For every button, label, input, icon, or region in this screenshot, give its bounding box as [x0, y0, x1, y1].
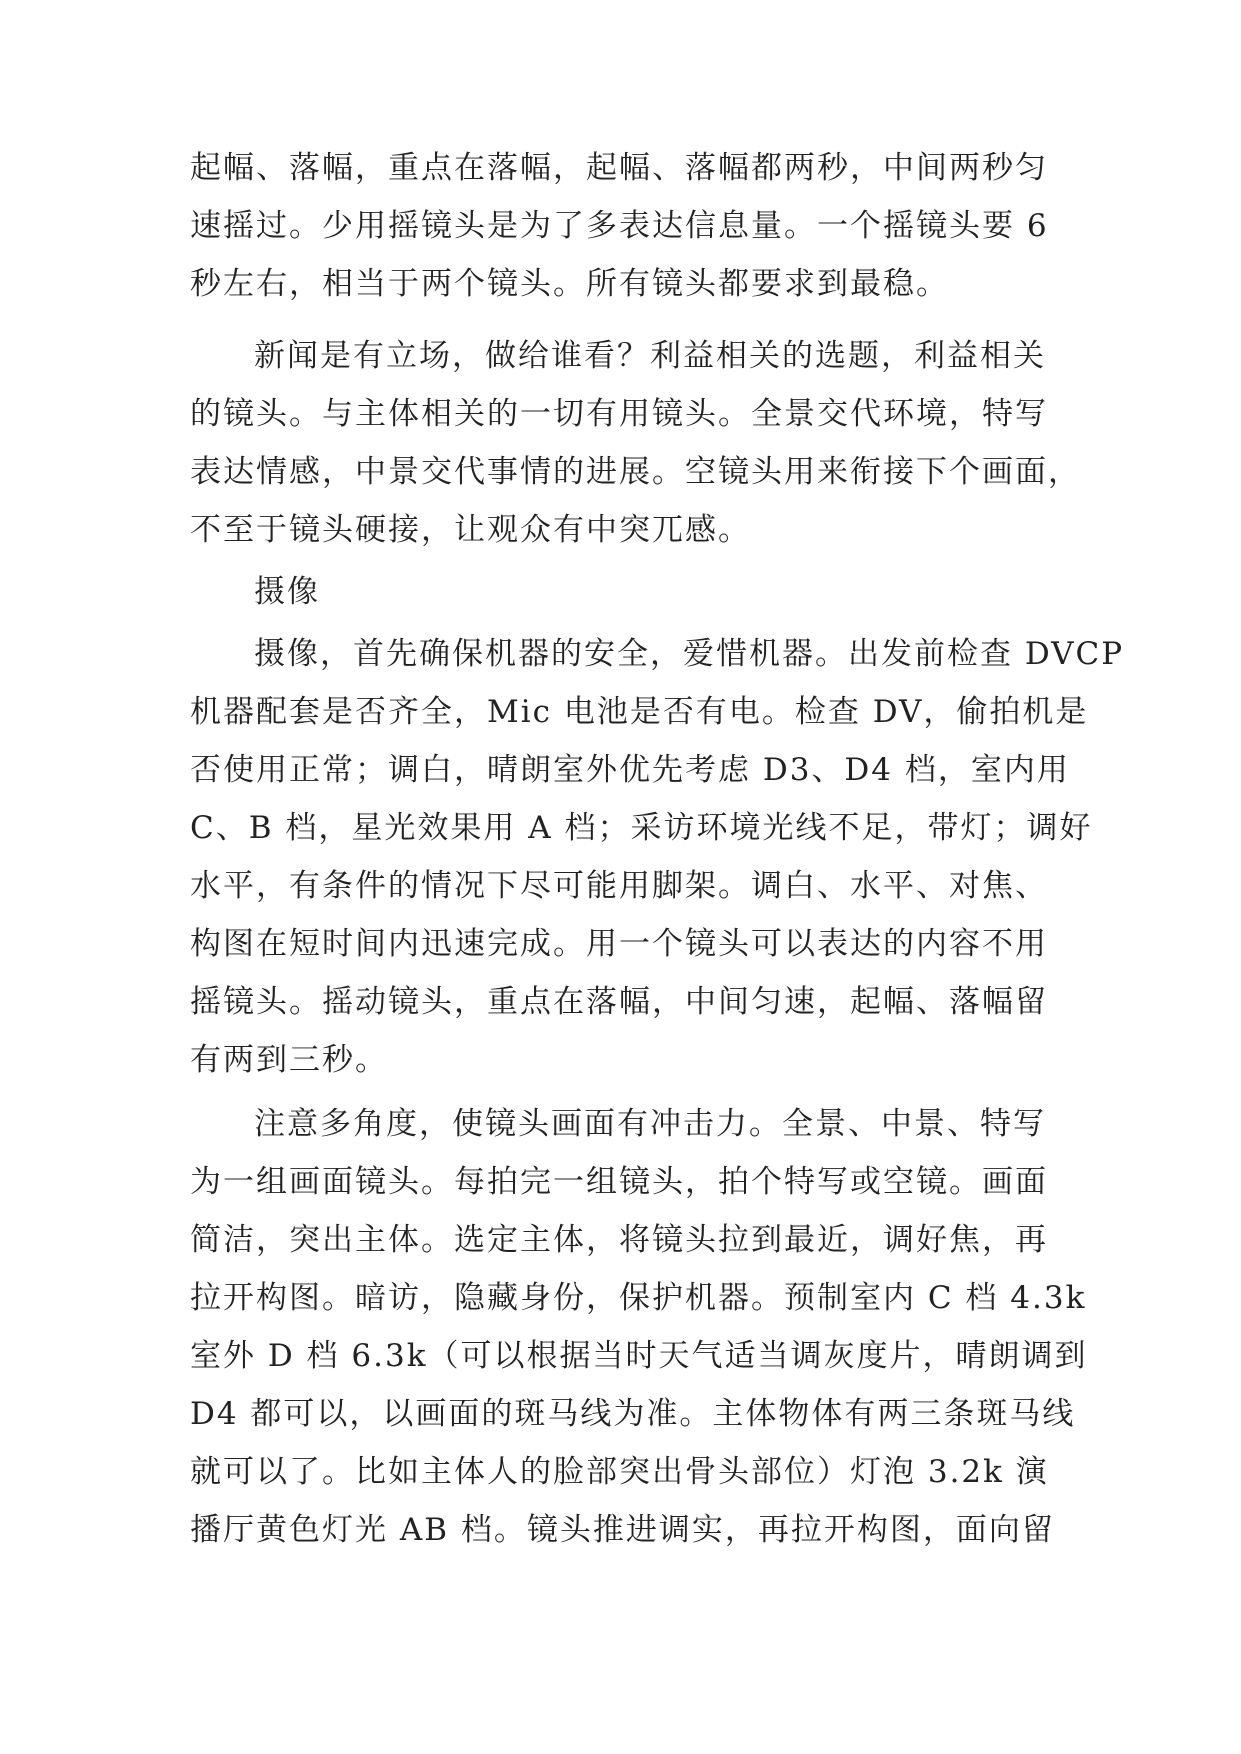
- text-line: 摇镜头。摇动镜头，重点在落幅，中间匀速，起幅、落幅留: [190, 984, 1048, 1020]
- text-line: 否使用正常；调白，晴朗室外优先考虑 D3、D4 档，室内用: [190, 752, 1070, 788]
- text-line: 为一组画面镜头。每拍完一组镜头，拍个特写或空镜。画面: [190, 1164, 1048, 1200]
- text-line: 起幅、落幅，重点在落幅，起幅、落幅都两秒，中间两秒匀: [190, 150, 1048, 186]
- text-line: 机器配套是否齐全，Mic 电池是否有电。检查 DV，偷拍机是: [190, 694, 1089, 730]
- text-line: 简洁，突出主体。选定主体，将镜头拉到最近，调好焦，再: [190, 1222, 1048, 1258]
- text-line: 构图在短时间内迅速完成。用一个镜头可以表达的内容不用: [190, 926, 1048, 962]
- text-line: 表达情感，中景交代事情的进展。空镜头用来衔接下个画面，: [190, 454, 1081, 490]
- text-line: D4 都可以，以画面的斑马线为准。主体物体有两三条斑马线: [190, 1396, 1076, 1432]
- text-line: 播厅黄色灯光 AB 档。镜头推进调实，再拉开构图，面向留: [190, 1512, 1055, 1548]
- text-line: 就可以了。比如主体人的脸部突出骨头部位）灯泡 3.2k 演: [190, 1454, 1049, 1490]
- paragraph-first-line: 摄像，首先确保机器的安全，爱惜机器。出发前检查 DVCP: [254, 636, 1125, 672]
- text-line: 速摇过。少用摇镜头是为了多表达信息量。一个摇镜头要 6: [190, 208, 1049, 244]
- section-heading: 摄像: [254, 574, 320, 610]
- paragraph-first-line: 注意多角度，使镜头画面有冲击力。全景、中景、特写: [254, 1106, 1046, 1142]
- text-line: 有两到三秒。: [190, 1042, 388, 1078]
- text-line: C、B 档，星光效果用 A 档；采访环境光线不足，带灯；调好: [190, 810, 1093, 846]
- text-line: 不至于镜头硬接，让观众有中突兀感。: [190, 512, 751, 548]
- text-line: 拉开构图。暗访，隐藏身份，保护机器。预制室内 C 档 4.3k: [190, 1280, 1087, 1316]
- text-line: 水平，有条件的情况下尽可能用脚架。调白、水平、对焦、: [190, 868, 1048, 904]
- text-line: 秒左右，相当于两个镜头。所有镜头都要求到最稳。: [190, 266, 949, 302]
- text-line: 的镜头。与主体相关的一切有用镜头。全景交代环境，特写: [190, 396, 1048, 432]
- text-line: 室外 D 档 6.3k（可以根据当时天气适当调灰度片，晴朗调到: [190, 1338, 1088, 1374]
- paragraph-first-line: 新闻是有立场，做给谁看？利益相关的选题，利益相关: [254, 338, 1046, 374]
